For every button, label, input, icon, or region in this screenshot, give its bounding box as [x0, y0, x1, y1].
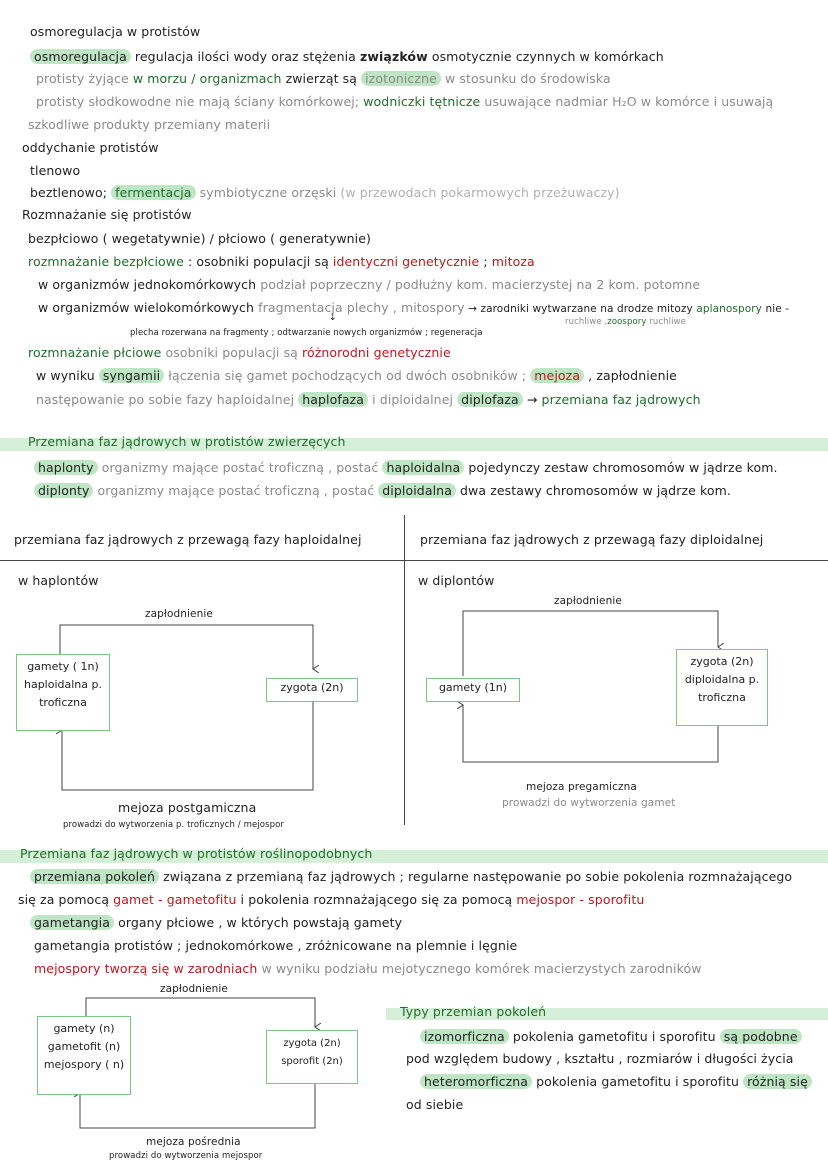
right-cycle-bottom-note: prowadzi do wytworzenia gamet — [502, 797, 676, 809]
text: ruchliwe , — [565, 317, 608, 327]
left-column-sub: w haplontów — [18, 573, 99, 588]
text: zwierząt są — [281, 71, 362, 86]
box-line: diploidalna p. — [684, 673, 760, 686]
plant-cycle-bottom-label: mejoza pośrednia — [146, 1136, 241, 1148]
section-title-osmoregulation: osmoregulacja w protistów — [30, 24, 201, 39]
text: pokolenia gametofitu i sporofitu — [532, 1074, 744, 1089]
text: się za pomocą — [18, 892, 114, 907]
box-line: troficzna — [39, 696, 87, 709]
term-haplofaza: haplofaza — [298, 392, 368, 407]
term-mejoza: mejoza — [530, 368, 584, 383]
text-green: zoospory — [607, 317, 647, 327]
text: osmotycznie czynnych w komórkach — [427, 49, 664, 64]
text: i diploidalnej — [368, 392, 458, 407]
section-title-plant: Przemiana faz jądrowych w protistów roślinopodobnych — [20, 846, 373, 861]
text: związana z przemianą faz jądrowych ; regularne następowanie po sobie pokolenia rozmnażającego — [159, 869, 793, 884]
osmo-line-4: szkodliwe produkty przemiany materii — [28, 117, 271, 132]
box-line: gamety (n) — [53, 1022, 115, 1035]
text-red: różnorodni genetycznie — [302, 345, 451, 360]
text: organy płciowe , w których powstają gamety — [114, 915, 403, 930]
plant-box-gametes — [37, 1016, 131, 1095]
plant-line-5 — [34, 961, 702, 977]
box-line: gamety (1n) — [438, 681, 508, 694]
text: usuwające nadmiar H₂O w komórce i usuwają — [480, 94, 774, 109]
text: ruchliwe — [646, 317, 686, 327]
section-title-animal: Przemiana faz jądrowych w protistów zwierzęcych — [28, 434, 346, 449]
repro-multi-note: plecha rozerwana na fragmenty ; odtwarzanie nowych organizmów ; regeneracja — [130, 328, 483, 338]
types-het — [420, 1074, 812, 1090]
types-iso-cont: pod względem budowy , kształtu , rozmiarów i długości życia — [406, 1051, 794, 1066]
text: ; — [479, 254, 492, 269]
box-line: troficzna — [698, 691, 746, 704]
text: w stosunku do środowiska — [440, 71, 611, 86]
term-gametangia: gametangia — [30, 915, 114, 930]
text: następowanie po sobie fazy haploidalnej — [36, 392, 299, 407]
text: łączenia się gamet pochodzących od dwóch osobników ; — [164, 368, 531, 383]
text-green: aplanospory — [696, 303, 763, 315]
section-title-types: Typy przemian pokoleń — [400, 1004, 547, 1019]
right-cycle-top-label: zapłodnienie — [554, 595, 622, 607]
text-red: gamet - gametofitu — [113, 892, 237, 907]
text-green: w morzu / organizmach — [132, 71, 282, 86]
text: , zapłodnienie — [584, 368, 677, 383]
text: protisty żyjące — [36, 71, 133, 86]
term-haploidalna: haploidalna — [382, 460, 464, 475]
left-column-header: przemiana faz jądrowych z przewagą fazy haploidalnej — [14, 532, 362, 547]
box-line: mejospory ( n) — [43, 1058, 125, 1071]
term-fermentacja: fermentacja — [111, 185, 195, 200]
text: beztlenowo; — [30, 185, 112, 200]
box-line: haploidalna p. — [23, 678, 102, 691]
term-syngamii: syngamii — [99, 368, 164, 383]
plant-line-1 — [30, 869, 792, 885]
text: w wyniku — [36, 368, 99, 383]
box-line: zygota (2n) — [690, 655, 754, 668]
term-heteromorficzna: heteromorficzna — [420, 1074, 532, 1089]
box-line: gamety ( 1n) — [27, 660, 99, 673]
term-diplofaza: diplofaza — [457, 392, 523, 407]
plant-line-3 — [30, 915, 402, 931]
term-sa-podobne: są podobne — [720, 1029, 802, 1044]
box-line: zygota (2n) — [280, 681, 344, 694]
text: podział poprzeczny / podłużny kom. macierzystej na 2 kom. potomne — [260, 277, 701, 292]
term-roznia-sie: różnią się — [743, 1074, 812, 1089]
text-red: identyczni genetycznie — [332, 254, 480, 269]
text-green: przemiana faz jądrowych — [541, 392, 701, 407]
text: nie - — [762, 303, 790, 315]
down-arrow-icon: ↓ — [329, 313, 337, 323]
left-box-gametes — [16, 654, 110, 731]
term-sexual: rozmnażanie płciowe — [28, 345, 162, 360]
term-diplonty: diplonty — [34, 483, 93, 498]
breathing-oxy: tlenowo — [30, 163, 81, 178]
plant-cycle-top-label: zapłodnienie — [160, 983, 228, 995]
plant-line-4: gametangia protistów ; jednokomórkowe , zróżnicowane na plemnie i lęgnie — [34, 938, 518, 953]
right-column-sub: w diplontów — [418, 573, 495, 588]
left-cycle-bottom-note: prowadzi do wytworzenia p. troficznych / mejospor — [63, 820, 284, 830]
term-diploidalna: diploidalna — [378, 483, 456, 498]
term-izotoniczne: izotoniczne — [361, 71, 441, 86]
types-het-cont: od siebie — [406, 1097, 464, 1112]
text: → — [522, 392, 542, 407]
term-izomorficzna: izomorficzna — [420, 1029, 509, 1044]
text-red: mejospor - sporofitu — [516, 892, 645, 907]
text: regulacja ilości wody oraz stężenia — [130, 49, 361, 64]
plant-cycle-bottom-note: prowadzi do wytworzenia mejospor — [109, 1151, 263, 1161]
text: pojedynczy zestaw chromosomów w jądrze kom. — [464, 460, 778, 475]
box-line: zygota (2n) — [283, 1038, 341, 1049]
plant-box-zygote — [266, 1030, 358, 1084]
text: w organizmów wielokomórkowych — [38, 300, 259, 315]
left-box-zygote — [266, 678, 358, 702]
text: organizmy mające postać troficzną , postać — [93, 483, 379, 498]
right-cycle-bottom-label: mejoza pregamiczna — [526, 781, 637, 793]
section-title-reproduction: Rozmnażanie się protistów — [22, 207, 192, 222]
box-line: sporofit (2n) — [281, 1056, 343, 1067]
text: i pokolenia rozmnażającego się za pomocą — [236, 892, 517, 907]
repro-types: bezpłciowo ( wegetatywnie) / płciowo ( generatywnie) — [28, 231, 371, 246]
text: : osobniki populacji są — [183, 254, 333, 269]
text: w organizmów jednokomórkowych — [38, 277, 261, 292]
text: symbiotyczne orzęski — [195, 185, 341, 200]
text-green: wodniczki tętnicze — [363, 94, 481, 109]
plant-line-2 — [18, 892, 644, 908]
section-title-breathing: oddychanie protistów — [22, 140, 159, 155]
right-box-gametes — [426, 678, 520, 702]
text-red: mejospory tworzą się w zarodniach — [34, 961, 258, 976]
left-cycle-top-label: zapłodnienie — [145, 608, 213, 620]
text: fragmentacja plechy , mitospory — [258, 300, 465, 315]
text: w wyniku podziału mejotycznego komórek macierzystych zarodników — [257, 961, 702, 976]
text: → zarodniki wytwarzane na drodze mitozy — [464, 303, 697, 315]
text: organizmy mające postać troficzną , postać — [97, 460, 383, 475]
text: (w przewodach pokarmowych przeżuwaczy) — [340, 185, 620, 200]
left-cycle-bottom-label: mejoza postgamiczna — [118, 800, 257, 815]
term-osmoregulacja: osmoregulacja — [30, 49, 131, 64]
term-przemiana-pokolen: przemiana pokoleń — [30, 869, 159, 884]
right-box-zygote — [676, 649, 768, 726]
right-column-header: przemiana faz jądrowych z przewagą fazy diploidalnej — [420, 532, 764, 547]
text-bold: związków — [360, 49, 428, 64]
text-red: mitoza — [491, 254, 535, 269]
term-haplonty: haplonty — [34, 460, 98, 475]
text: protisty słodkowodne nie mają ściany komórkowej; — [36, 94, 364, 109]
types-iso — [420, 1029, 802, 1045]
term-asexual: rozmnażanie bezpłciowe — [28, 254, 184, 269]
box-line: gametofit (n) — [47, 1040, 121, 1053]
text: pokolenia gametofitu i sporofitu — [508, 1029, 720, 1044]
text: dwa zestawy chromosomów w jądrze kom. — [455, 483, 731, 498]
text: osobniki populacji są — [161, 345, 303, 360]
